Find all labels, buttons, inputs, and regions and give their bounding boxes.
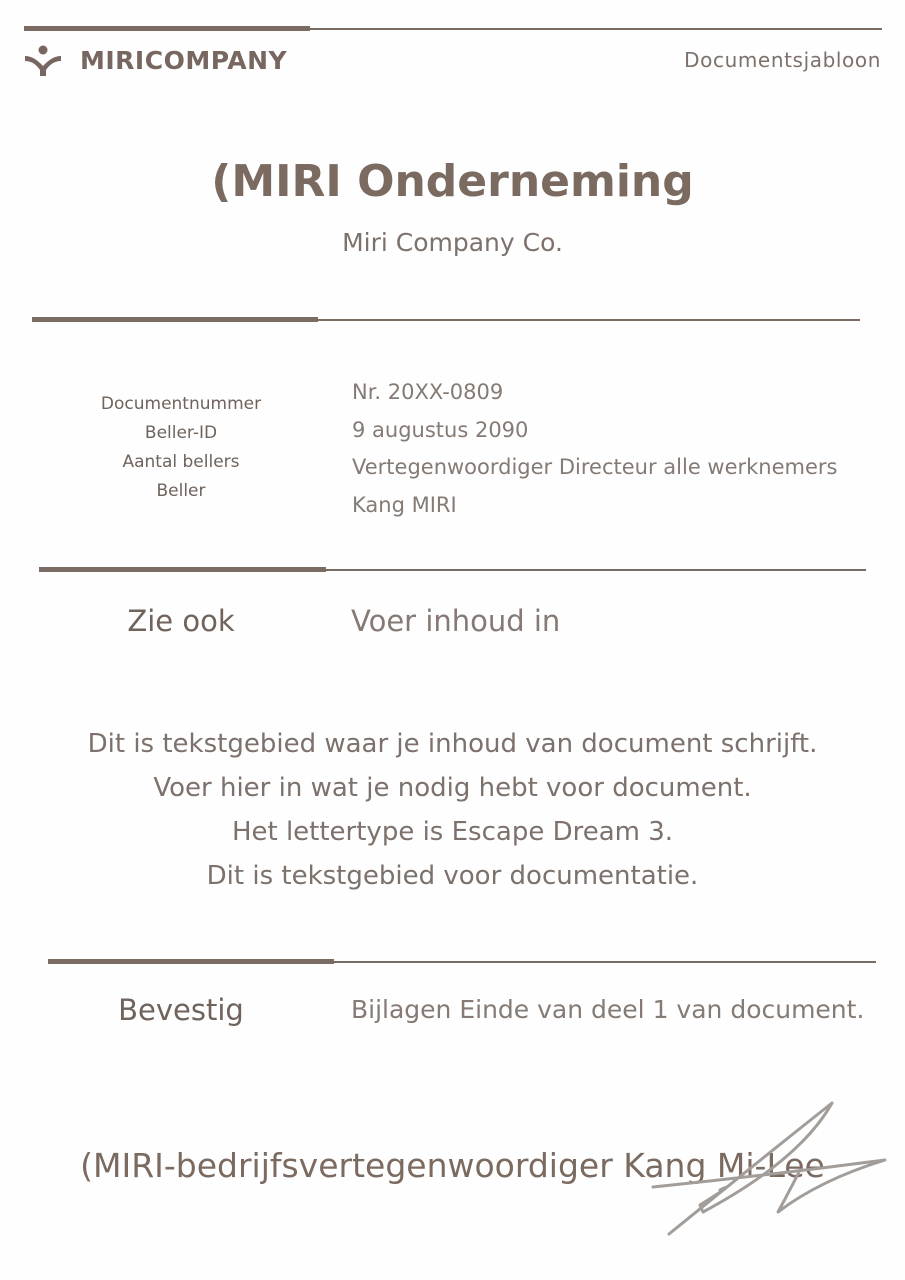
confirm-value: Bijlagen Einde van deel 1 van document. — [351, 995, 865, 1024]
page-title: (MIRI Onderneming — [211, 156, 694, 207]
body-line: Voer hier in wat je nodig hebt voor document. — [153, 773, 752, 803]
confirm-label: Bevestig — [118, 993, 244, 1027]
body-line: Dit is tekstgebied waar je inhoud van document schrijft. — [87, 729, 818, 759]
info-label: Aantal bellers — [122, 452, 240, 472]
see-also-value: Voer inhoud in — [351, 604, 561, 638]
signature-line: (MIRI-bedrijfsvertegenwoordiger Kang Mi-Lee — [80, 1146, 825, 1185]
info-value: Kang MIRI — [352, 492, 457, 517]
info-value: Nr. 20XX-0809 — [352, 380, 504, 404]
info-label: Beller-ID — [144, 423, 218, 443]
page-subtitle: Miri Company Co. — [342, 228, 563, 257]
see-also-label: Zie ook — [127, 604, 235, 638]
info-value: Vertegenwoordiger Directeur alle werknemers — [352, 455, 838, 479]
info-label: Beller — [156, 481, 206, 501]
info-value: 9 augustus 2090 — [352, 417, 529, 442]
document-type: Documentsjabloon — [684, 48, 881, 72]
logo-text: MIRICOMPANY — [80, 45, 288, 75]
info-label: Documentnummer — [100, 394, 262, 414]
body-line: Het lettertype is Escape Dream 3. — [231, 817, 674, 847]
body-line: Dit is tekstgebied voor documentatie. — [206, 861, 699, 891]
